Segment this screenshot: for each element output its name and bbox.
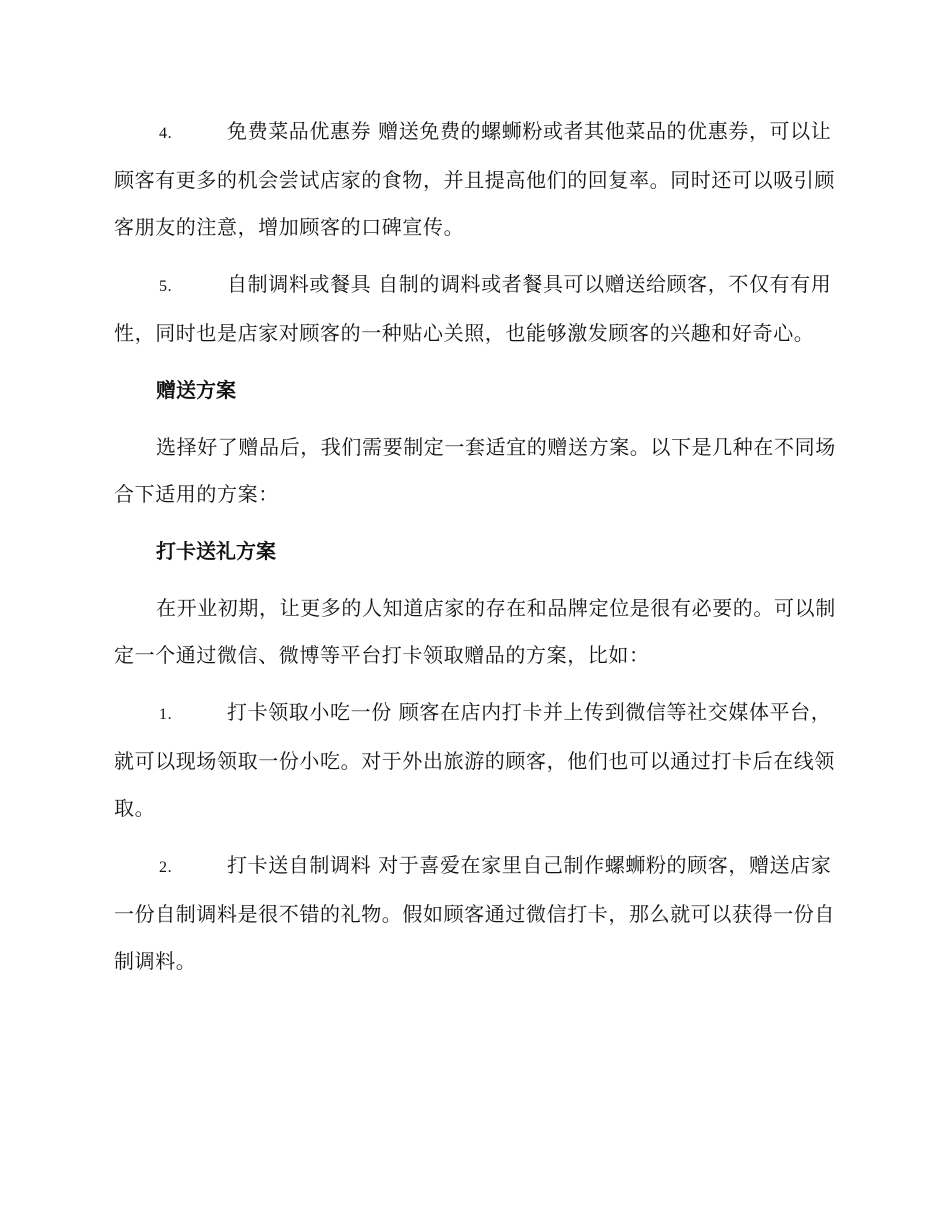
section-heading-checkin-plan: 打卡送礼方案 [156, 539, 276, 563]
list-number: 1. [159, 706, 173, 723]
list-item-checkin-seasoning [114, 842, 840, 985]
list-item-free-coupon [114, 108, 840, 251]
list-item-checkin-snack [114, 689, 840, 832]
list-item-text: 打卡送自制调料 对于喜爱在家里自己制作螺蛳粉的顾客，赠送店家一份自制调料是很不错的礼物。假如顾客通过微信打卡，那么就可以获得一份自制调料。 [114, 853, 835, 973]
list-number: 2. [159, 859, 173, 876]
list-item-text: 打卡领取小吃一份 顾客在店内打卡并上传到微信等社交媒体平台，就可以现场领取一份小吃。对于外出旅游的顾客，他们也可以通过打卡后在线领取。 [114, 700, 835, 820]
list-item-text: 自制调料或餐具 自制的调料或者餐具可以赠送给顾客，不仅有有用性，同时也是店家对顾客的一种贴心关照，也能够激发顾客的兴趣和好奇心。 [114, 272, 832, 345]
list-item-text: 免费菜品优惠券 赠送免费的螺蛳粉或者其他菜品的优惠券，可以让顾客有更多的机会尝试店家的食物，并且提高他们的回复率。同时还可以吸引顾客朋友的注意，增加顾客的口碑宣传。 [114, 119, 835, 239]
paragraph-checkin-plan: 在开业初期，让更多的人知道店家的存在和品牌定位是很有必要的。可以制定一个通过微信、微博等平台打卡领取赠品的方案，比如： [114, 596, 836, 667]
list-number: 5. [159, 278, 173, 295]
paragraph-gift-plan: 选择好了赠品后，我们需要制定一套适宜的赠送方案。以下是几种在不同场合下适用的方案： [114, 435, 836, 506]
section-heading-gift-plan: 赠送方案 [156, 378, 236, 402]
list-number: 4. [159, 125, 173, 142]
list-item-homemade-seasoning [114, 261, 840, 357]
document-page [114, 108, 840, 995]
